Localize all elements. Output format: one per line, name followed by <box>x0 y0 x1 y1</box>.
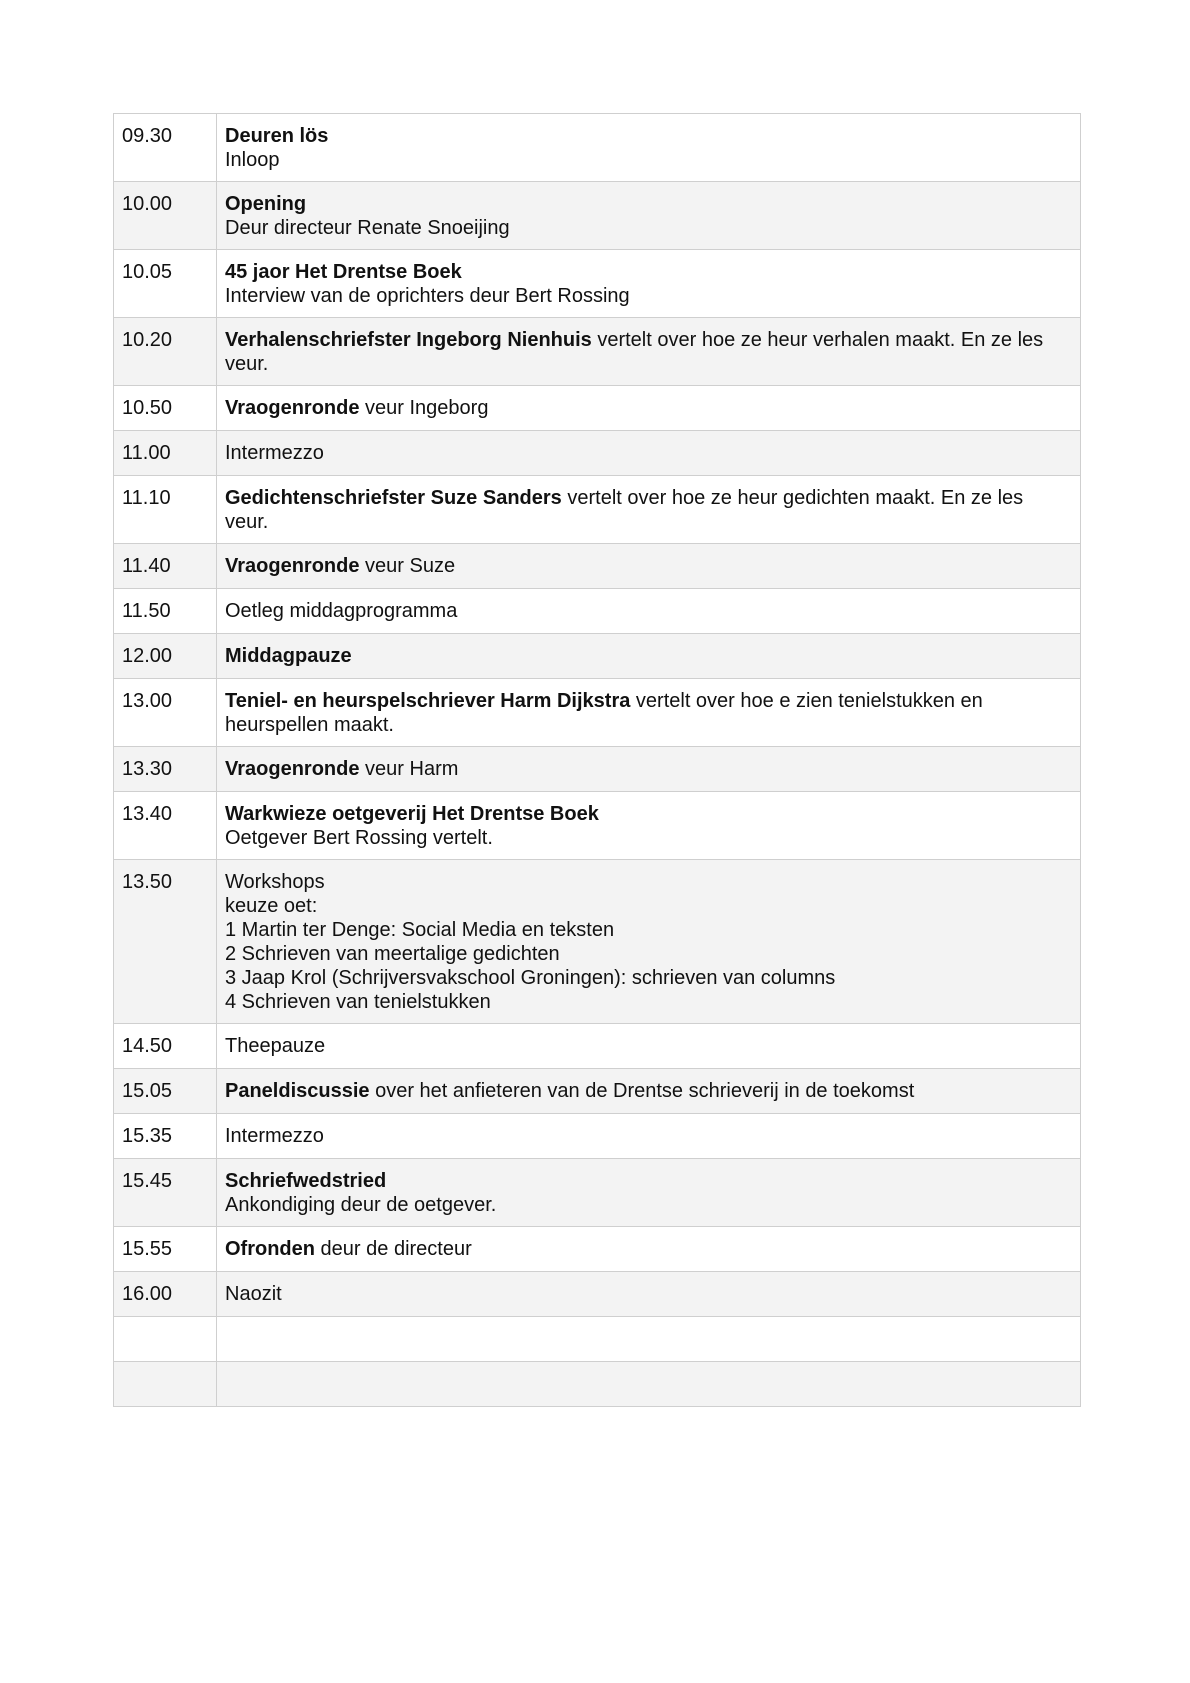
program-schedule-table <box>113 113 1081 1407</box>
description-cell <box>217 1024 1081 1069</box>
description-line <box>225 148 1072 172</box>
description-cell <box>217 476 1081 544</box>
description-cell <box>217 634 1081 679</box>
description-line <box>225 284 1072 308</box>
description-cell <box>217 250 1081 318</box>
time-cell <box>114 1362 217 1407</box>
description-cell <box>217 679 1081 747</box>
description-cell <box>217 1159 1081 1227</box>
time-cell: 09.30 <box>114 114 217 182</box>
description-cell <box>217 1362 1081 1407</box>
item-text: Oetgever Bert Rossing vertelt. <box>225 827 493 849</box>
item-title: Schriefwedstried <box>225 1170 387 1192</box>
schedule-row <box>114 386 1081 431</box>
description-cell <box>217 1069 1081 1114</box>
schedule-row <box>114 114 1081 182</box>
time-cell: 11.50 <box>114 589 217 634</box>
description-line <box>225 918 1072 942</box>
time-cell: 16.00 <box>114 1272 217 1317</box>
item-text: veur Harm <box>359 758 459 780</box>
description-line <box>225 966 1072 990</box>
description-line <box>225 1193 1072 1217</box>
item-title: Teniel- en heurspelschriever Harm Dijkstra <box>225 690 631 712</box>
description-cell <box>217 114 1081 182</box>
description-cell <box>217 1227 1081 1272</box>
description-line <box>225 689 1072 737</box>
description-line <box>225 260 1072 284</box>
item-title: Paneldiscussie <box>225 1080 370 1102</box>
item-text: Inloop <box>225 149 280 171</box>
item-text: vertelt over hoe ze heur verhalen maakt. En ze les veur. <box>225 329 1044 375</box>
time-cell: 10.20 <box>114 318 217 386</box>
schedule-row <box>114 860 1081 1024</box>
schedule-row <box>114 589 1081 634</box>
description-line <box>225 942 1072 966</box>
item-text: veur Suze <box>359 555 456 577</box>
description-cell <box>217 544 1081 589</box>
time-cell: 11.40 <box>114 544 217 589</box>
time-cell: 15.05 <box>114 1069 217 1114</box>
schedule-row <box>114 1024 1081 1069</box>
schedule-row <box>114 1317 1081 1362</box>
item-text: Ankondiging deur de oetgever. <box>225 1194 497 1216</box>
item-title: Deuren lös <box>225 125 329 147</box>
description-cell <box>217 1114 1081 1159</box>
description-line <box>225 644 1072 668</box>
schedule-row <box>114 1069 1081 1114</box>
item-text: Oetleg middagprogramma <box>225 600 458 622</box>
description-cell <box>217 589 1081 634</box>
time-cell: 15.55 <box>114 1227 217 1272</box>
time-cell: 15.45 <box>114 1159 217 1227</box>
time-cell: 12.00 <box>114 634 217 679</box>
description-cell <box>217 1317 1081 1362</box>
time-cell: 14.50 <box>114 1024 217 1069</box>
time-cell: 10.00 <box>114 182 217 250</box>
description-cell <box>217 1272 1081 1317</box>
description-line <box>225 1169 1072 1193</box>
item-text: 4 Schrieven van tenielstukken <box>225 991 491 1013</box>
schedule-row <box>114 1272 1081 1317</box>
time-cell: 10.50 <box>114 386 217 431</box>
item-title: Gedichtenschriefster Suze Sanders <box>225 487 562 509</box>
description-cell <box>217 182 1081 250</box>
description-line <box>225 757 1072 781</box>
item-text: Interview van de oprichters deur Bert Rossing <box>225 285 630 307</box>
description-cell <box>217 747 1081 792</box>
item-text: Intermezzo <box>225 442 324 464</box>
item-title: Vraogenronde <box>225 758 360 780</box>
schedule-row <box>114 1114 1081 1159</box>
item-text: Intermezzo <box>225 1125 324 1147</box>
item-title: 45 jaor Het Drentse Boek <box>225 261 462 283</box>
time-cell <box>114 1317 217 1362</box>
item-text: keuze oet: <box>225 895 318 917</box>
schedule-row <box>114 1227 1081 1272</box>
description-cell <box>217 792 1081 860</box>
description-line <box>225 1034 1072 1058</box>
item-text: over het anfieteren van de Drentse schrieverij in de toekomst <box>369 1080 915 1102</box>
item-text: 3 Jaap Krol (Schrijversvakschool Groningen): schrieven van columns <box>225 967 836 989</box>
time-cell: 15.35 <box>114 1114 217 1159</box>
description-line <box>225 1079 1072 1103</box>
description-line <box>225 1124 1072 1148</box>
schedule-row <box>114 476 1081 544</box>
description-line <box>225 124 1072 148</box>
item-title: Vraogenronde <box>225 555 360 577</box>
time-cell: 11.00 <box>114 431 217 476</box>
schedule-body <box>114 114 1081 1407</box>
description-line <box>225 599 1072 623</box>
description-line <box>225 328 1072 376</box>
description-line <box>225 826 1072 850</box>
schedule-row <box>114 250 1081 318</box>
schedule-row <box>114 182 1081 250</box>
item-title: Verhalenschriefster Ingeborg Nienhuis <box>225 329 592 351</box>
description-line <box>225 192 1072 216</box>
item-text: veur Ingeborg <box>359 397 489 419</box>
description-line <box>225 441 1072 465</box>
time-cell: 13.50 <box>114 860 217 1024</box>
schedule-row <box>114 679 1081 747</box>
item-title: Warkwieze oetgeverij Het Drentse Boek <box>225 803 599 825</box>
description-line <box>225 554 1072 578</box>
time-cell: 11.10 <box>114 476 217 544</box>
item-title: Middagpauze <box>225 645 352 667</box>
description-cell <box>217 860 1081 1024</box>
item-text: 1 Martin ter Denge: Social Media en teksten <box>225 919 615 941</box>
item-text: vertelt over hoe e zien tenielstukken en heurspellen maakt. <box>225 690 983 736</box>
description-line <box>225 396 1072 420</box>
item-text: Naozit <box>225 1283 282 1305</box>
description-cell <box>217 431 1081 476</box>
item-text: Theepauze <box>225 1035 326 1057</box>
time-cell: 13.40 <box>114 792 217 860</box>
description-line <box>225 802 1072 826</box>
description-line <box>225 990 1072 1014</box>
item-title: Ofronden <box>225 1238 315 1260</box>
description-cell <box>217 318 1081 386</box>
item-text: deur de directeur <box>315 1238 472 1260</box>
description-cell <box>217 386 1081 431</box>
time-cell: 10.05 <box>114 250 217 318</box>
item-title: Vraogenronde <box>225 397 360 419</box>
item-text: 2 Schrieven van meertalige gedichten <box>225 943 560 965</box>
item-text: Deur directeur Renate Snoeijing <box>225 217 510 239</box>
schedule-row <box>114 747 1081 792</box>
item-text: Workshops <box>225 871 325 893</box>
time-cell: 13.00 <box>114 679 217 747</box>
schedule-row <box>114 1159 1081 1227</box>
schedule-row <box>114 1362 1081 1407</box>
time-cell: 13.30 <box>114 747 217 792</box>
description-line <box>225 1237 1072 1261</box>
schedule-row <box>114 634 1081 679</box>
item-text: vertelt over hoe ze heur gedichten maakt. En ze les veur. <box>225 487 1024 533</box>
description-line <box>225 1282 1072 1306</box>
schedule-row <box>114 792 1081 860</box>
schedule-row <box>114 544 1081 589</box>
description-line <box>225 870 1072 894</box>
description-line <box>225 486 1072 534</box>
item-title: Opening <box>225 193 307 215</box>
schedule-row <box>114 318 1081 386</box>
description-line <box>225 894 1072 918</box>
schedule-row <box>114 431 1081 476</box>
description-line <box>225 216 1072 240</box>
